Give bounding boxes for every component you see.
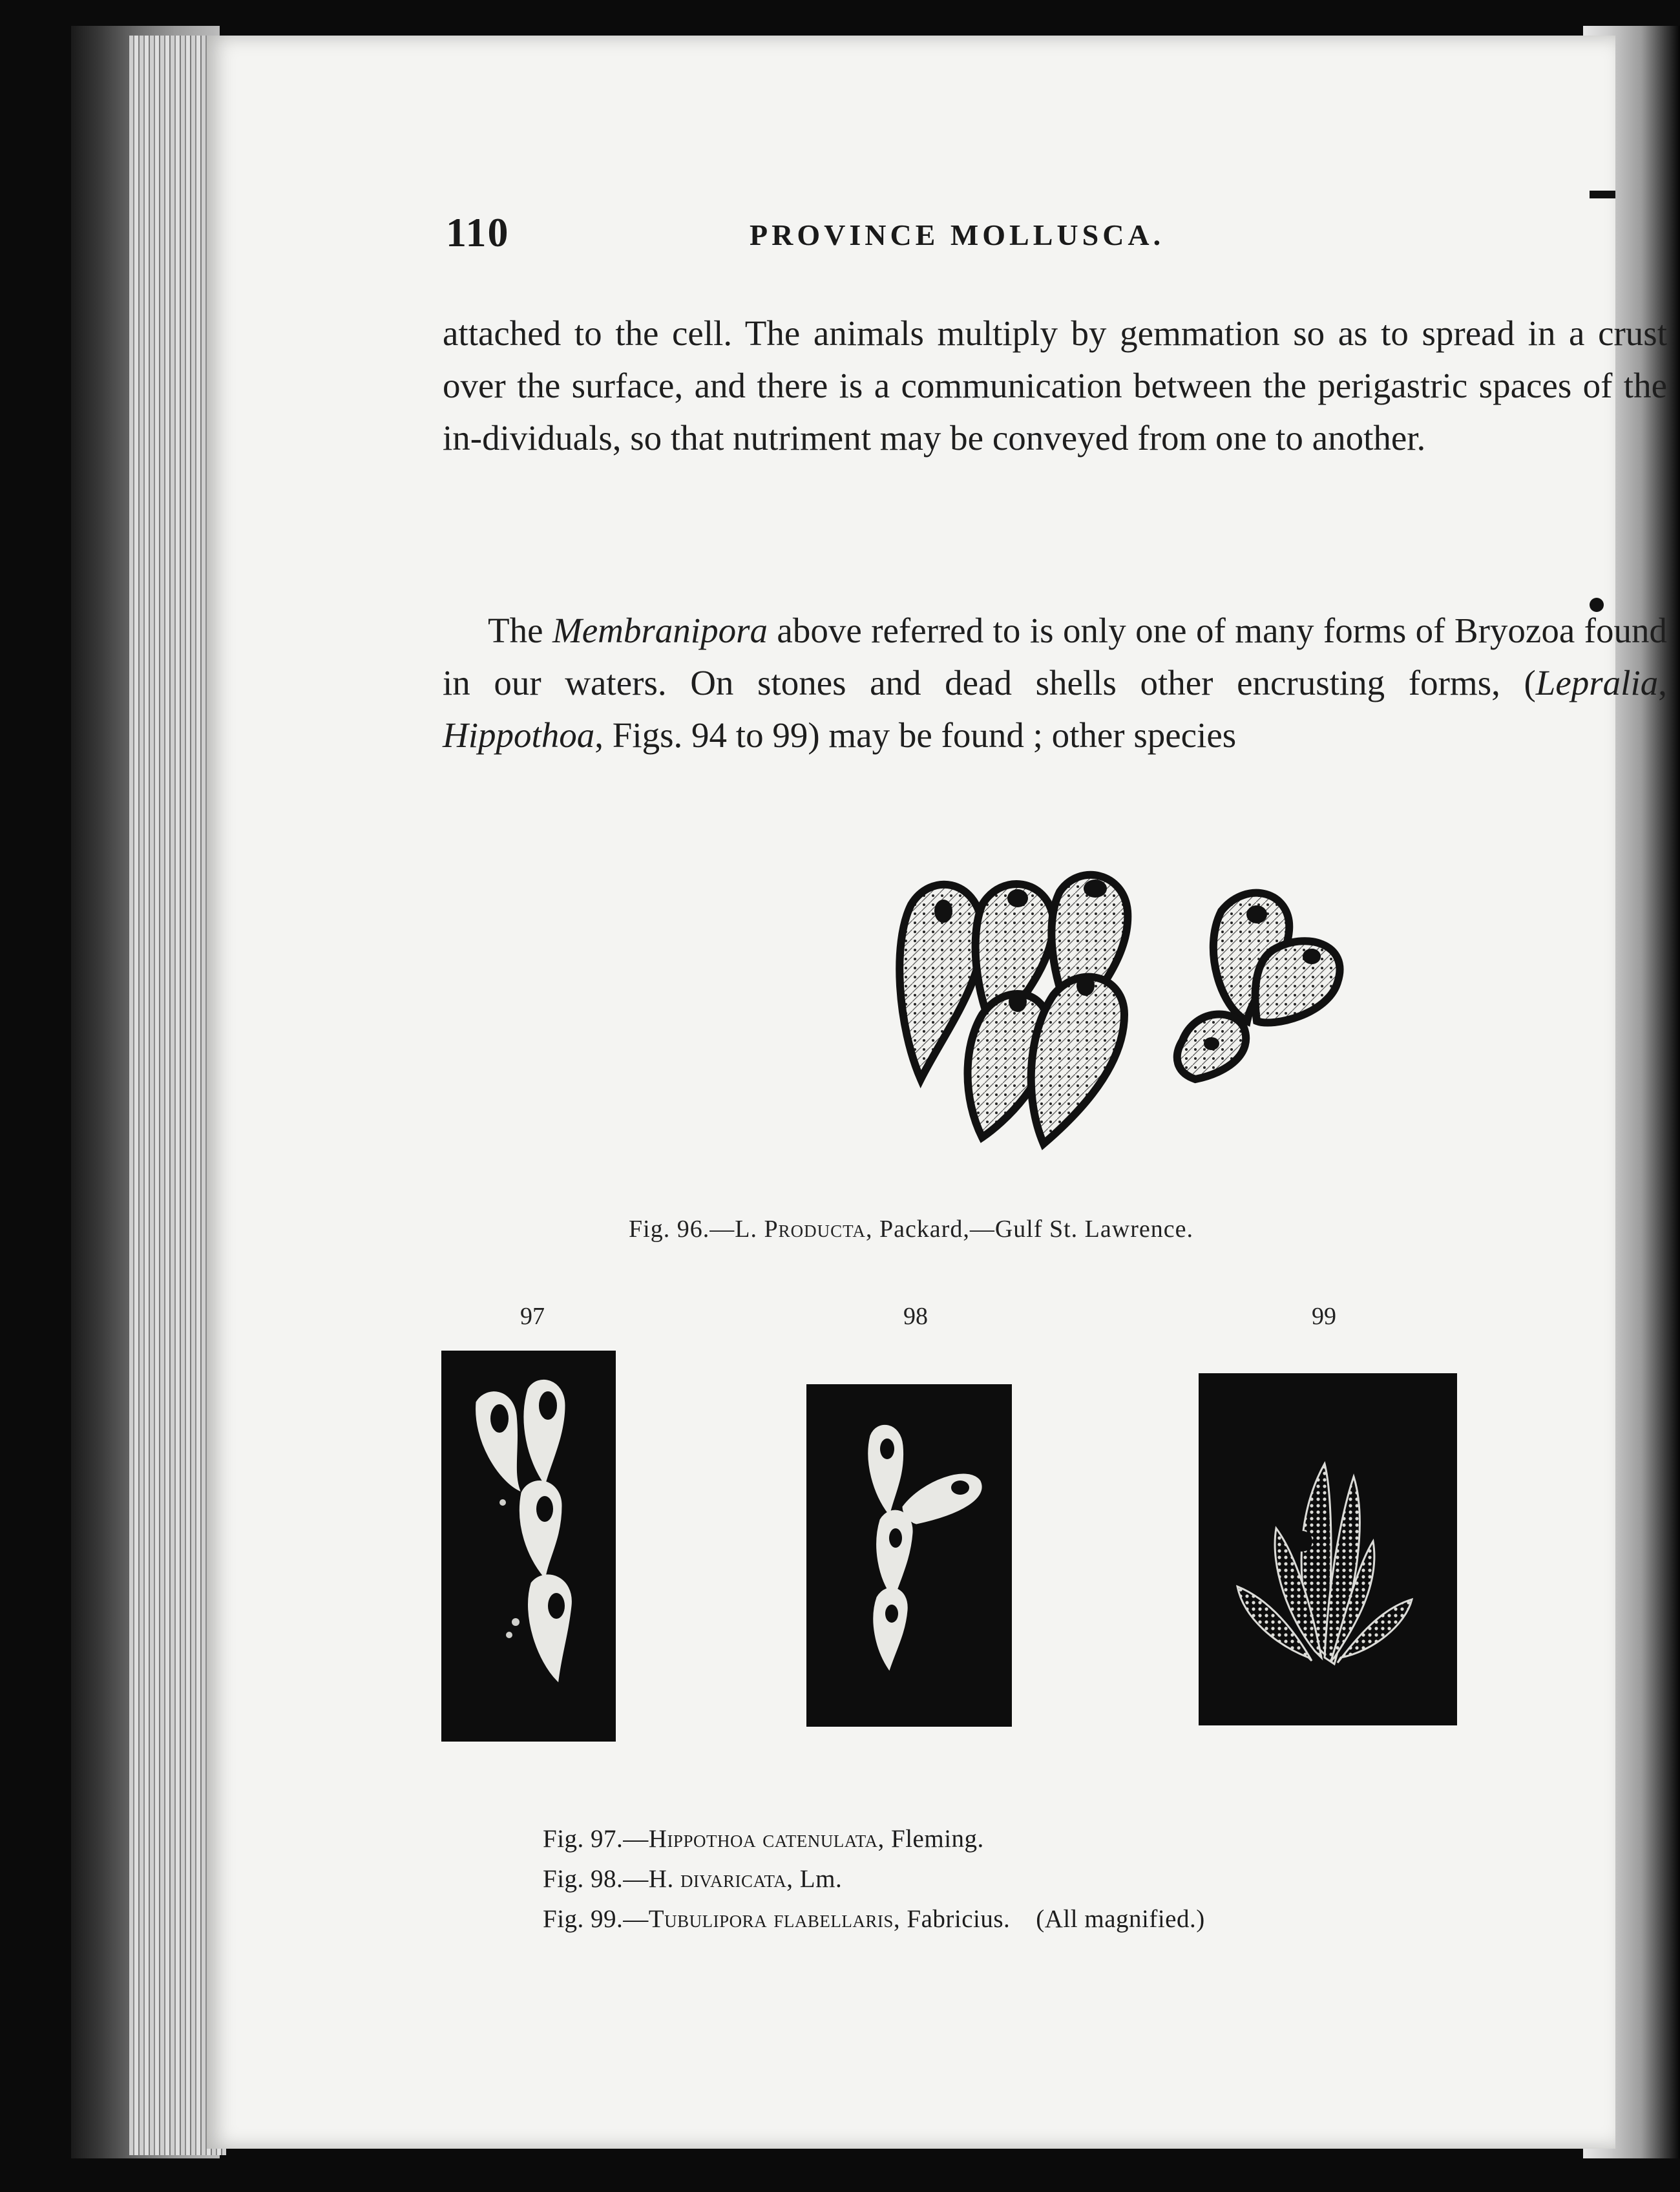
paragraph-2 <box>443 604 1667 761</box>
caption-suffix: , Lm. <box>786 1865 843 1893</box>
figure-96-illustration <box>885 866 1428 1170</box>
paragraph-1: attached to the cell. The animals multiply by gemmation so as to spread in a crust over the surface, and there is a communication between the perigastric spaces of the in-dividuals, so that nutriment may be conveyed from one to another. <box>443 313 1667 458</box>
figure-99-caption <box>543 1899 1577 1939</box>
caption-suffix: , Packard,—Gulf St. Lawrence. <box>865 1216 1193 1243</box>
edge-mark <box>1590 191 1615 198</box>
para2-text: , Figs. 94 to 99) may be found ; other species <box>594 715 1237 755</box>
page-header <box>207 209 1615 260</box>
figure-captions <box>543 1819 1577 1939</box>
figure-98-number: 98 <box>903 1303 928 1330</box>
figure-97-caption <box>543 1819 1577 1859</box>
genus-lepralia: Lepralia <box>1535 663 1659 702</box>
caption-species: H. divaricata <box>648 1865 787 1893</box>
caption-suffix: , Fleming. <box>877 1825 984 1853</box>
page-number: 110 <box>446 209 510 255</box>
para2-text: The <box>488 611 552 650</box>
caption-note: (All magnified.) <box>1036 1905 1205 1933</box>
caption-prefix: Fig. 99.— <box>543 1905 649 1933</box>
caption-species: Tubulipora flabellaris <box>648 1905 894 1933</box>
book-page <box>207 36 1667 2149</box>
caption-prefix: Fig. 96.—L. <box>629 1216 764 1243</box>
figure-97-number: 97 <box>520 1303 545 1330</box>
figure-99-number: 99 <box>1312 1303 1336 1330</box>
figure-96-caption <box>207 1215 1615 1243</box>
caption-prefix: Fig. 97.— <box>543 1825 649 1853</box>
genus-hippothoa: Hippothoa <box>443 715 595 755</box>
caption-species: Producta <box>764 1216 866 1243</box>
caption-suffix: , Fabricius. <box>893 1905 1011 1933</box>
running-head: PROVINCE MOLLUSCA. <box>750 218 1165 251</box>
figure-98-caption <box>543 1859 1577 1899</box>
caption-prefix: Fig. 98.— <box>543 1865 649 1893</box>
figure-97-panel <box>441 1351 616 1742</box>
caption-species: Hippothoa catenulata <box>648 1825 878 1853</box>
figure-99-panel <box>1199 1373 1457 1725</box>
para2-text: above referred to is only one of many forms of Bryozoa found in our waters. On stones and dead shells other encrusting forms, ( <box>443 611 1667 702</box>
para2-text: , <box>1658 663 1667 702</box>
figure-98-panel <box>806 1384 1012 1727</box>
genus-membranipora: Membranipora <box>552 611 768 650</box>
